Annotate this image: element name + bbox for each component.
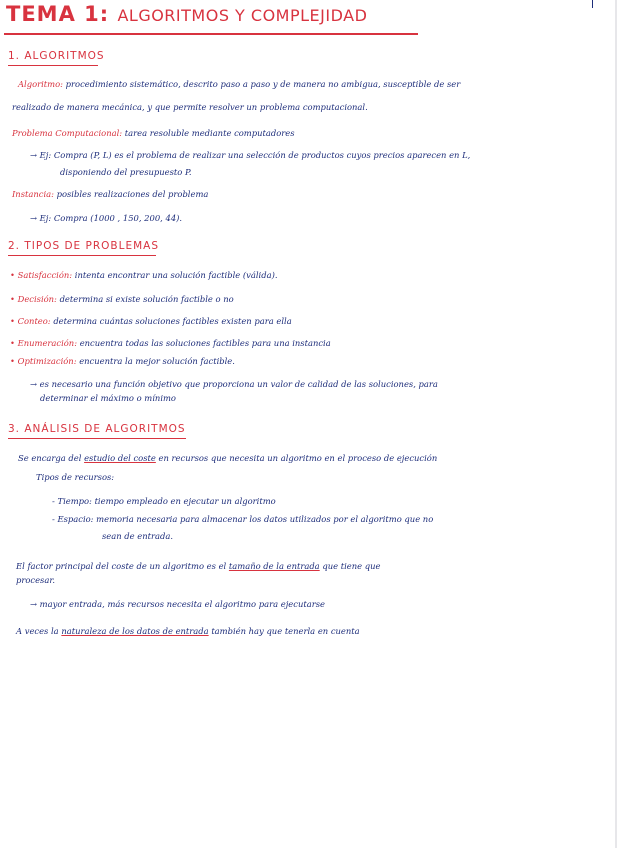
problema-text: tarea resoluble mediante computadores — [124, 128, 295, 138]
problema-term: Problema Computacional: — [12, 128, 123, 138]
type-term: • Decisión: — [10, 294, 57, 304]
example1-prefix: → Ej: — [30, 150, 52, 160]
page-title — [6, 2, 367, 26]
mayor-entrada-note: → mayor entrada, más recursos necesita el algoritmo para ejecutarse — [30, 599, 325, 609]
factor-b: que tiene que — [322, 561, 381, 571]
espacio-text1: memoria necesaria para almacenar los datos utilizados por el algoritmo que no — [96, 514, 434, 524]
analysis-intro-underlined: estudio del coste — [84, 453, 156, 463]
resource-espacio — [52, 514, 433, 524]
example2-text: Compra (1000 , 150, 200, 44). — [53, 213, 183, 223]
espacio-text2: sean de entrada. — [102, 531, 174, 541]
example2 — [30, 213, 182, 223]
factor-line1 — [16, 561, 380, 571]
espacio-term: - Espacio: — [52, 514, 94, 524]
type-item-enumeracion — [10, 338, 331, 348]
instancia-definition — [12, 189, 208, 199]
title-sub: ALGORITMOS Y COMPLEJIDAD — [117, 6, 368, 25]
example1-text1: Compra (P, L) es el problema de realizar una selección de productos cuyos precios aparecen en L, — [53, 150, 471, 160]
naturaleza-b: también hay que tenerla en cuenta — [211, 626, 360, 636]
tiempo-text: tiempo empleado en ejecutar un algoritmo — [94, 496, 276, 506]
type-item-decision — [10, 294, 234, 304]
factor-line2: procesar. — [16, 575, 56, 585]
type-text: determina si existe solución factible o no — [59, 294, 234, 304]
naturaleza-underlined: naturaleza de los datos de entrada — [61, 626, 209, 636]
factor-underlined: tamaño de la entrada — [228, 561, 320, 571]
page-edge-mark — [592, 0, 593, 8]
type-item-satisfaccion — [10, 270, 278, 280]
type-term: • Optimización: — [10, 356, 77, 366]
resource-tiempo — [52, 496, 276, 506]
type-item-optimizacion — [10, 356, 235, 366]
section1-heading: 1. ALGORITMOS — [8, 50, 105, 62]
algoritmo-definition-line1 — [18, 79, 460, 89]
naturaleza-line — [16, 626, 360, 636]
factor-a: El factor principal del coste de un algoritmo es el — [16, 561, 227, 571]
type-term: • Satisfacción: — [10, 270, 73, 280]
instancia-term: Instancia: — [12, 189, 54, 199]
title-underline — [4, 33, 418, 35]
type-text: determina cuántas soluciones factibles existen para ella — [53, 316, 292, 326]
section2-underline — [8, 255, 156, 256]
section3-heading: 3. ANÁLISIS DE ALGORITMOS — [8, 423, 186, 435]
analysis-intro — [18, 453, 437, 463]
optimization-note1: → es necesario una función objetivo que proporciona un valor de calidad de las soluciones, para — [30, 379, 438, 389]
algoritmo-text1: procedimiento sistemático, descrito paso a paso y de manera no ambigua, susceptible de ser — [65, 79, 461, 89]
example1-line1 — [30, 150, 470, 160]
section2-heading: 2. TIPOS DE PROBLEMAS — [8, 240, 160, 252]
example1-text2: disponiendo del presupuesto P. — [60, 167, 192, 177]
instancia-text: posibles realizaciones del problema — [56, 189, 209, 199]
example2-prefix: → Ej: — [30, 213, 52, 223]
algoritmo-term: Algoritmo: — [18, 79, 63, 89]
optimization-note2: determinar el máximo o mínimo — [40, 393, 176, 403]
analysis-intro-b: en recursos que necesita un algoritmo en el proceso de ejecución — [158, 453, 438, 463]
resource-types-label: Tipos de recursos: — [36, 472, 115, 482]
type-text: encuentra la mejor solución factible. — [79, 356, 235, 366]
problema-definition — [12, 128, 295, 138]
tiempo-term: - Tiempo: — [52, 496, 92, 506]
type-term: • Conteo: — [10, 316, 51, 326]
type-text: encuentra todas las soluciones factibles para una instancia — [79, 338, 331, 348]
section1-underline — [8, 65, 98, 66]
title-main: TEMA 1: — [6, 2, 110, 26]
algoritmo-text2: realizado de manera mecánica, y que permite resolver un problema computacional. — [12, 102, 368, 112]
section3-underline — [8, 438, 186, 439]
type-item-conteo — [10, 316, 292, 326]
analysis-intro-a: Se encarga del — [18, 453, 82, 463]
type-text: intenta encontrar una solución factible (válida). — [74, 270, 278, 280]
naturaleza-a: A veces la — [16, 626, 59, 636]
type-term: • Enumeración: — [10, 338, 78, 348]
